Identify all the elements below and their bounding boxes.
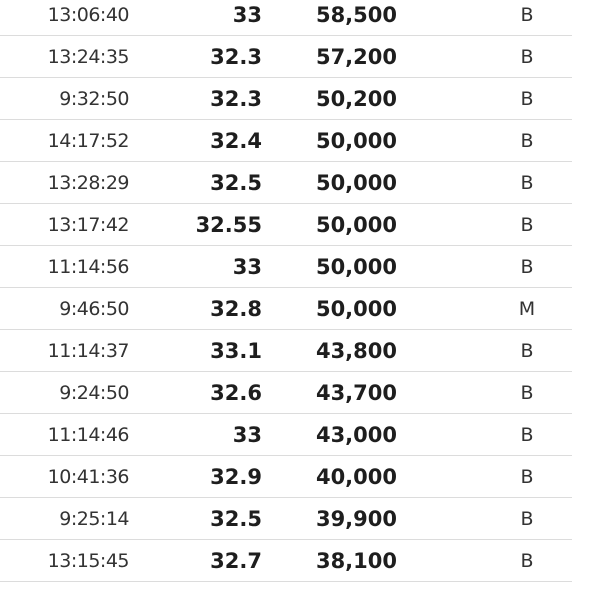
trade-time: 13:17:42 — [47, 214, 129, 236]
trade-time: 9:46:50 — [59, 298, 129, 320]
table-row[interactable] — [0, 78, 600, 120]
trade-volume: 50,000 — [315, 171, 397, 195]
trade-side: B — [520, 214, 534, 236]
trade-volume: 50,200 — [315, 87, 397, 111]
trade-volume: 50,000 — [315, 129, 397, 153]
trade-volume: 38,100 — [315, 549, 397, 573]
trade-price: 32.5 — [210, 171, 262, 195]
trade-time: 13:28:29 — [47, 172, 129, 194]
table-row[interactable] — [0, 540, 600, 582]
trade-price: 32.8 — [210, 297, 262, 321]
trade-side: B — [520, 88, 534, 110]
trade-price: 33 — [232, 3, 262, 27]
trade-time: 13:24:35 — [47, 46, 129, 68]
trade-volume: 43,700 — [315, 381, 397, 405]
trade-side: B — [520, 508, 534, 530]
trade-price: 32.4 — [210, 129, 262, 153]
trade-time: 13:06:40 — [47, 4, 129, 26]
trade-time: 9:24:50 — [59, 382, 129, 404]
trade-volume: 40,000 — [315, 465, 397, 489]
trade-side: B — [520, 340, 534, 362]
trade-price: 32.3 — [210, 45, 262, 69]
trade-side: B — [520, 382, 534, 404]
trade-side: B — [520, 46, 534, 68]
trade-price: 33.1 — [210, 339, 262, 363]
trade-volume: 43,000 — [315, 423, 397, 447]
trade-time: 9:25:14 — [59, 508, 129, 530]
table-row[interactable] — [0, 204, 600, 246]
table-row[interactable] — [0, 372, 600, 414]
trade-price: 32.9 — [210, 465, 262, 489]
table-row[interactable] — [0, 456, 600, 498]
table-row[interactable] — [0, 414, 600, 456]
trade-price: 32.55 — [195, 213, 262, 237]
trade-side: B — [520, 172, 534, 194]
trade-volume: 39,900 — [315, 507, 397, 531]
trade-volume: 50,000 — [315, 213, 397, 237]
table-row[interactable] — [0, 246, 600, 288]
trade-time: 9:32:50 — [59, 88, 129, 110]
table-row[interactable] — [0, 120, 600, 162]
trade-time: 11:14:37 — [47, 340, 129, 362]
trade-side: B — [520, 130, 534, 152]
trade-price: 32.5 — [210, 507, 262, 531]
trade-side: B — [520, 550, 534, 572]
trade-side: B — [520, 466, 534, 488]
trade-volume: 43,800 — [315, 339, 397, 363]
trade-time: 11:14:46 — [47, 424, 129, 446]
table-row[interactable] — [0, 162, 600, 204]
trade-time: 11:14:56 — [47, 256, 129, 278]
trade-time: 13:15:45 — [47, 550, 129, 572]
trade-volume: 50,000 — [315, 297, 397, 321]
table-row[interactable] — [0, 36, 600, 78]
trade-time: 14:17:52 — [47, 130, 129, 152]
trade-side: B — [520, 4, 534, 26]
trade-price: 33 — [232, 255, 262, 279]
trade-volume: 57,200 — [315, 45, 397, 69]
trade-time: 10:41:36 — [47, 466, 129, 488]
table-row[interactable] — [0, 0, 600, 36]
trade-price: 32.7 — [210, 549, 262, 573]
trade-volume: 50,000 — [315, 255, 397, 279]
table-row[interactable] — [0, 330, 600, 372]
trade-price: 32.6 — [210, 381, 262, 405]
table-row[interactable] — [0, 288, 600, 330]
trade-side: M — [518, 298, 536, 320]
trade-volume: 58,500 — [315, 3, 397, 27]
table-row[interactable] — [0, 498, 600, 540]
trade-price: 33 — [232, 423, 262, 447]
trade-side: B — [520, 424, 534, 446]
trade-side: B — [520, 256, 534, 278]
trade-price: 32.3 — [210, 87, 262, 111]
